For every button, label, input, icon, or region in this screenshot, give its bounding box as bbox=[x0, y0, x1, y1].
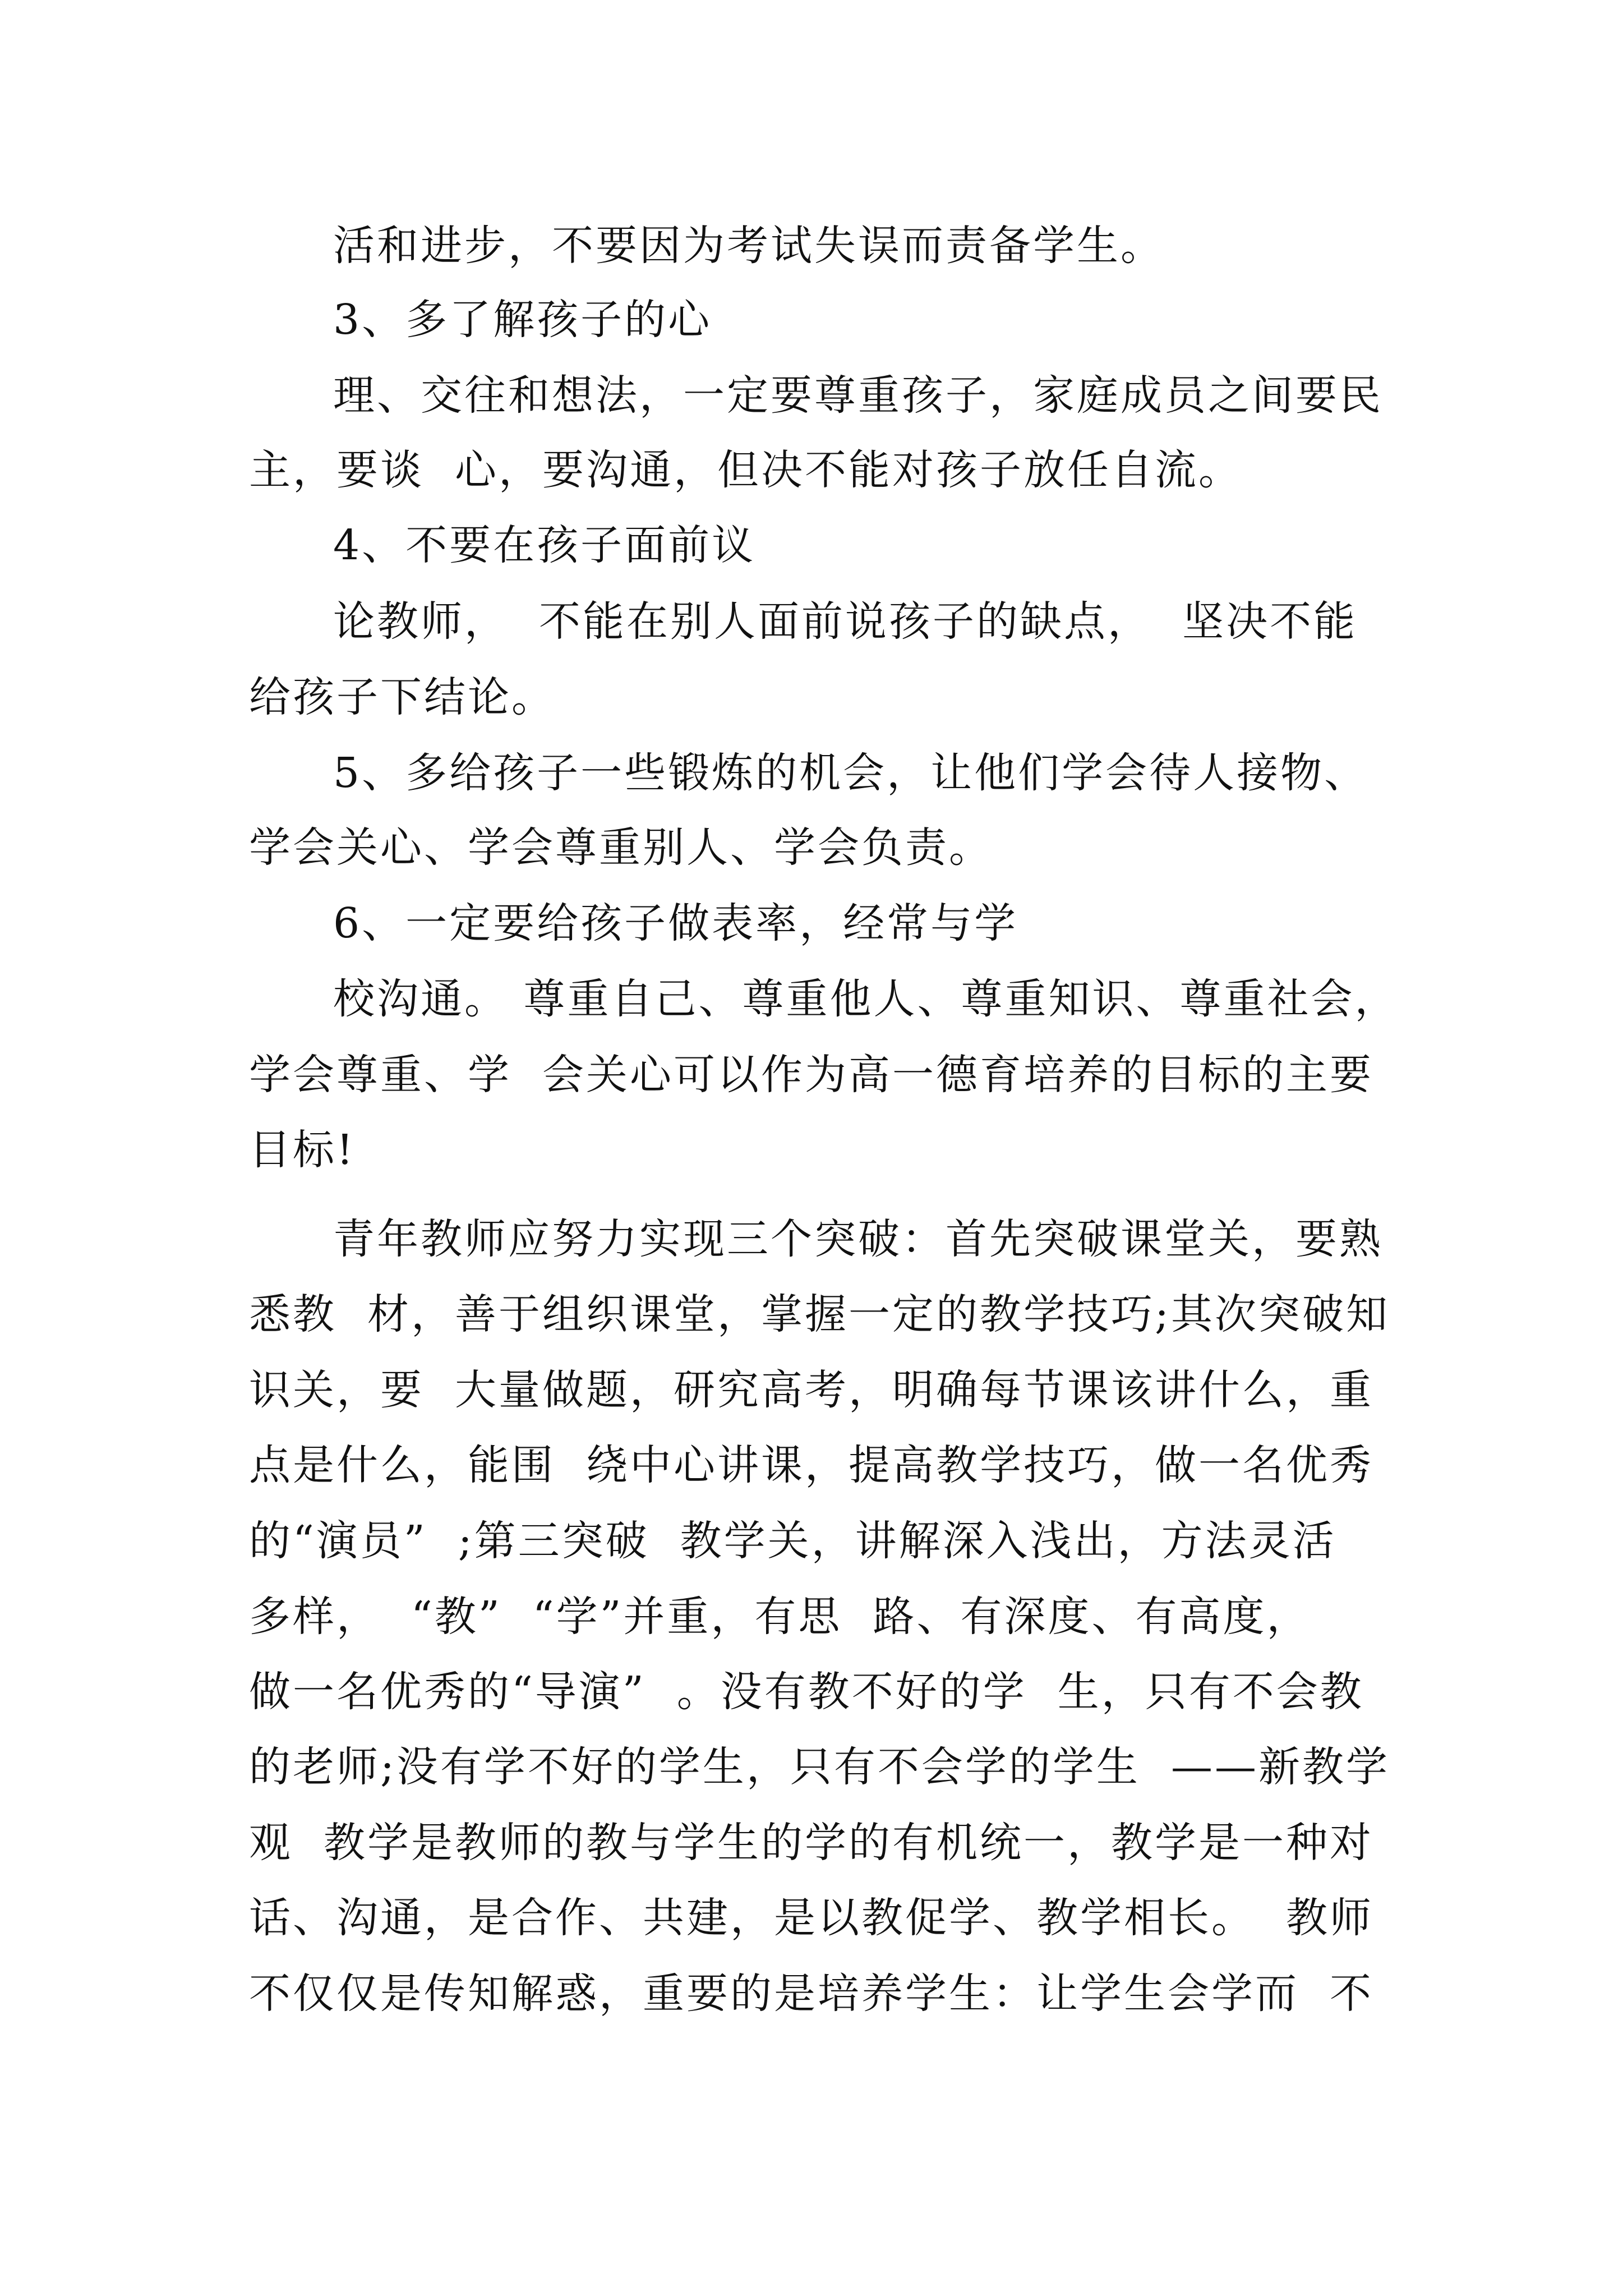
text-line: 4、不要在孩子面前议 bbox=[333, 521, 756, 569]
text-line: 观 教学是教师的教与学生的学的有机统一，教学是一种对 bbox=[249, 1819, 1374, 1867]
text-line: 校沟通。 尊重自己、尊重他人、尊重知识、尊重社会， bbox=[333, 975, 1399, 1023]
text-line: 话、沟通，是合作、共建，是以教促学、教学相长。 教师 bbox=[249, 1894, 1374, 1942]
text-line: 目标! bbox=[249, 1126, 356, 1174]
text-line: 不仅仅是传知解惑，重要的是培养学生：让学生会学而 不 bbox=[249, 1970, 1374, 2018]
text-line: 论教师， 不能在别人面前说孩子的缺点， 坚决不能 bbox=[333, 597, 1358, 646]
text-line: 的老师;没有学不好的学生，只有不会学的学生 ——新教学 bbox=[249, 1743, 1390, 1791]
text-line: 识关，要 大量做题，研究高考，明确每节课该讲什么，重 bbox=[249, 1366, 1374, 1414]
text-line: 活和进步，不要因为考试失误而责备学生。 bbox=[333, 222, 1164, 270]
text-line: 学会尊重、学 会关心可以作为高一德育培养的目标的主要 bbox=[249, 1051, 1374, 1099]
text-line: 5、多给孩子一些锻炼的机会，让他们学会待人接物、 bbox=[333, 749, 1368, 797]
text-line: 悉教 材，善于组织课堂，掌握一定的教学技巧;其次突破知 bbox=[249, 1290, 1390, 1338]
text-line: 学会关心、学会尊重别人、学会负责。 bbox=[249, 823, 993, 872]
text-line: 的“演员” ;第三突破 教学关，讲解深入浅出，方法灵活 bbox=[249, 1517, 1336, 1565]
text-line: 做一名优秀的“导演” 。没有教不好的学 生，只有不会教 bbox=[249, 1668, 1364, 1716]
text-line: 点是什么，能围 绕中心讲课，提高教学技巧，做一名优秀 bbox=[249, 1441, 1374, 1489]
text-line: 给孩子下结论。 bbox=[249, 673, 555, 721]
text-line: 主，要谈 心，要沟通，但决不能对孩子放任自流。 bbox=[249, 446, 1243, 494]
text-line: 6、一定要给孩子做表率，经常与学 bbox=[333, 899, 1018, 947]
text-line: 3、多了解孩子的心 bbox=[333, 296, 712, 344]
text-line: 理、交往和想法，一定要尊重孩子，家庭成员之间要民 bbox=[333, 371, 1383, 420]
text-line: 青年教师应努力实现三个突破：首先突破课堂关，要熟 bbox=[333, 1215, 1383, 1263]
text-line: 多样， “教” “学”并重，有思 路、有深度、有高度， bbox=[249, 1593, 1311, 1641]
